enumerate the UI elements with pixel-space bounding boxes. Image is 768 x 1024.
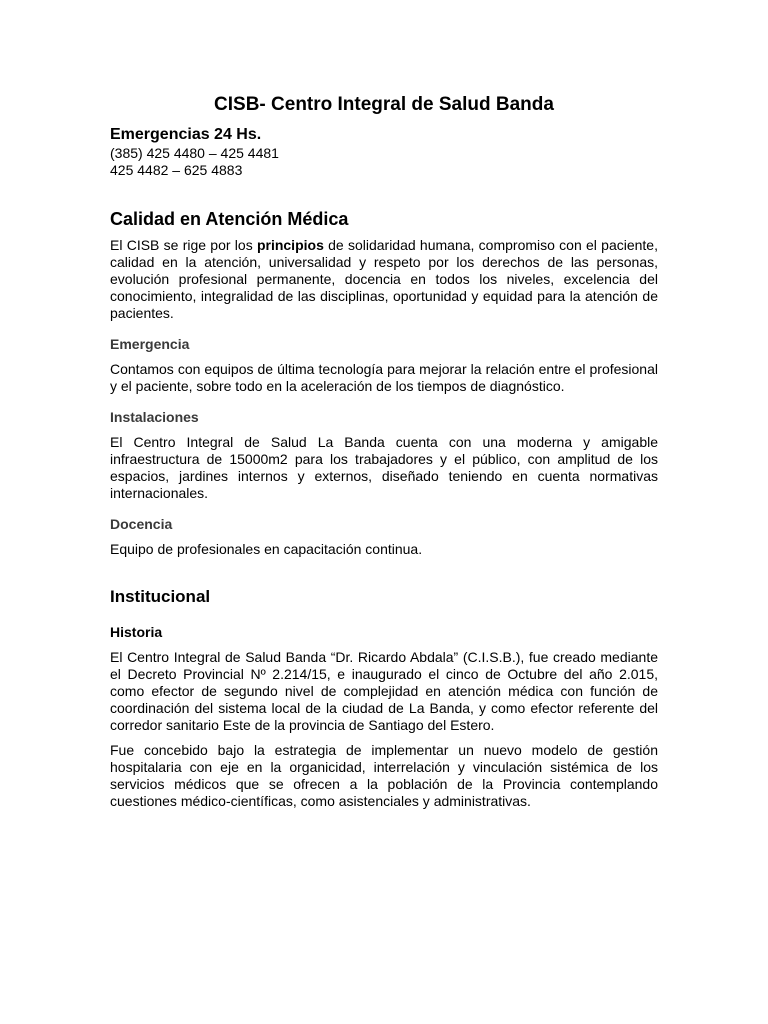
document-title: CISB- Centro Integral de Salud Banda [214, 94, 554, 115]
calidad-intro-paragraph [110, 237, 658, 322]
instalaciones-heading: Instalaciones [110, 409, 199, 425]
docencia-heading: Docencia [110, 516, 173, 532]
historia-paragraph-2: Fue concebido bajo la estrategia de implementar un nuevo modelo de gestión hospitalaria con eje en la organicidad, interrelación y vinculación sistémica de los servicios médicos que se ofrecen a la población de la Provincia contemplando cuestiones médico-científicas, como asistenciales y administrativas. [110, 742, 658, 809]
emergencia-heading: Emergencia [110, 336, 190, 352]
historia-paragraph-1: El Centro Integral de Salud Banda “Dr. Ricardo Abdala” (C.I.S.B.), fue creado mediante el Decreto Provincial Nº 2.214/15, e inaugurado el cinco de Octubre del año 2.015, como efector de segundo nivel de complejidad en atención médica con función de coordinación del sistema local de la ciudad de La Banda, y como efector referente del corredor sanitario Este de la provincia de Santiago del Estero. [110, 649, 658, 733]
phone-line-1: (385) 425 4480 – 425 4481 [110, 145, 279, 161]
docencia-paragraph: Equipo de profesionales en capacitación continua. [110, 541, 423, 557]
institucional-heading: Institucional [110, 587, 211, 606]
calidad-heading: Calidad en Atención Médica [110, 209, 349, 229]
intro-text-after: de solidaridad humana, compromiso con el paciente, calidad en la atención, universalidad y respeto por los derechos de las personas, evolución profesional permanente, docencia en todos los niveles, excelencia del conocimiento, integralidad de las disciplinas, oportunidad y equidad para la atención de pacientes. [110, 237, 658, 321]
intro-text-before: El CISB se rige por los [110, 237, 257, 253]
document-content [110, 94, 658, 810]
instalaciones-paragraph: El Centro Integral de Salud La Banda cuenta con una moderna y amigable infraestructura de 15000m2 para los trabajadores y el público, con amplitud de los espacios, jardines internos y externos, diseñado teniendo en cuenta normativas internacionales. [110, 434, 658, 501]
intro-bold-principios: principios [256, 237, 324, 253]
historia-heading: Historia [110, 624, 163, 640]
emergencias-heading: Emergencias 24 Hs. [110, 126, 262, 143]
emergencia-paragraph: Contamos con equipos de última tecnología para mejorar la relación entre el profesional y el paciente, sobre todo en la aceleración de los tiempos de diagnóstico. [110, 361, 658, 394]
phone-line-2: 425 4482 – 625 4883 [110, 162, 243, 178]
